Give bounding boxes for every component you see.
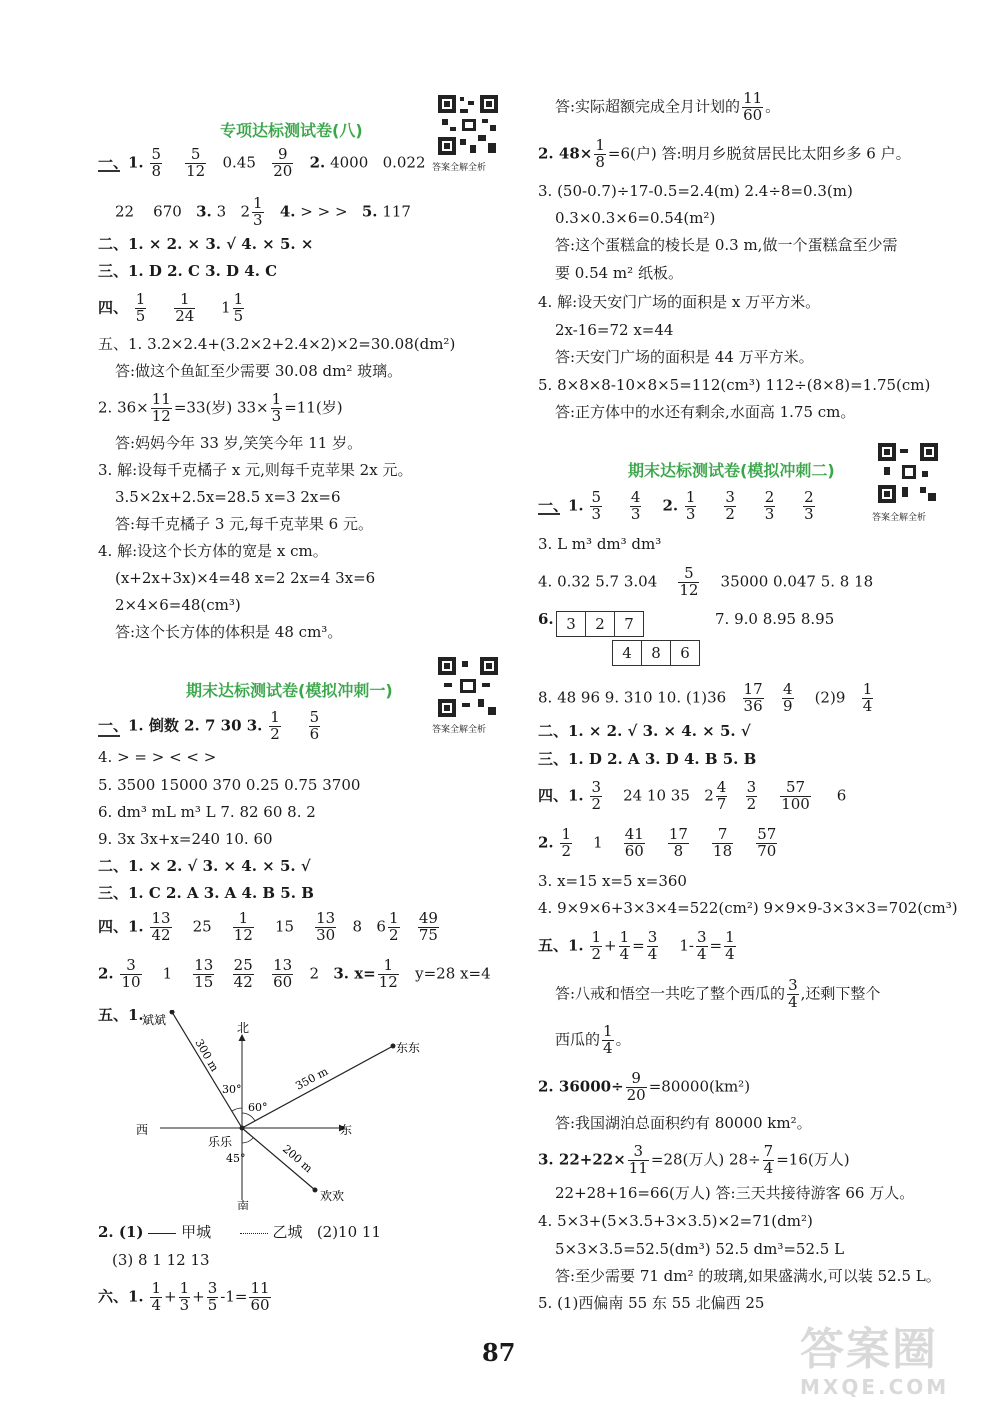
sec8-line-1: 一、1. $\frac{5}{8}$ $\frac{5}{12}$ 0.45 $\frac{9}{20}$ 2. 4000 0.022 <box>98 145 426 180</box>
m2-line-4-label: 6. <box>538 610 554 628</box>
m2-line-3: 4. 0.32 5.7 3.04 $\frac{5}{12}$ 35000 0.047 5. 8 18 <box>538 564 874 599</box>
line-to-nw <box>172 1012 242 1128</box>
cube-net-top-row <box>556 611 644 637</box>
m2-line-5: 8. 48 96 9. 310 10. (1)36 $\frac{17}{36}$ $\frac{4}{9}$ (2)9 $\frac{1}{4}$ <box>538 680 873 715</box>
m2-line-11: 4. 9×9×6+3×3×4=522(cm²) 9×9×9-3×3×3=702(cm³) <box>538 899 958 917</box>
qr-code-icon <box>438 657 498 717</box>
sec8-line-10: 3. 解:设每千克橘子 x 元,则每千克苹果 2x 元。 <box>98 461 413 479</box>
m2-line-16: 答:我国湖泊总面积约有 80000 km²。 <box>555 1114 812 1132</box>
net-cell: 7 <box>615 611 644 637</box>
label-center: 乐乐 <box>208 1135 233 1149</box>
underline-mark <box>98 170 120 172</box>
m1-line-9: 2. $\frac{3}{10}$ 1 $\frac{13}{15}$ $\frac{25}{42}$ $\frac{13}{60}$ 2 3. x= $\frac{1}{12}$ y=28 x=4 <box>98 956 491 991</box>
underline-mark <box>98 735 120 737</box>
m1-line-7: 三、1. C 2. A 3. A 4. B 5. B <box>98 884 314 902</box>
m2-line-17: 3. 22+22× $\frac{3}{11}$ =28(万人) 28÷ $\frac{7}{4}$ =16(万人) <box>538 1142 850 1177</box>
r-line-11: 答:正方体中的水还有剩余,水面高 1.75 cm。 <box>555 403 856 421</box>
r-line-3: 3. (50-0.7)÷17-0.5=2.4(m) 2.4÷8=0.3(m) <box>538 182 853 200</box>
qr-caption: 答案全解全析 <box>872 513 927 523</box>
r-line-1: 答:实际超额完成全月计划的 $\frac{11}{60}$ 。 <box>555 89 781 124</box>
label-west: 西 <box>136 1123 149 1137</box>
sec8-line-7: 答:做这个鱼缸至少需要 30.08 dm² 玻璃。 <box>115 362 403 380</box>
sec8-line-11: 3.5×2x+2.5x=28.5 x=3 2x=6 <box>115 488 341 506</box>
solid-line-legend <box>148 1233 176 1234</box>
sec8-line-6: 五、1. 3.2×2.4+(3.2×2+2.4×2)×2=30.08(dm²) <box>98 335 456 353</box>
label-ne: 东东 <box>396 1041 421 1055</box>
sec8-line-5: 四、 $\frac{1}{5}$ $\frac{1}{24}$ 1 $\frac{1}{5}$ <box>98 290 244 325</box>
r-line-7: 4. 解:设天安门广场的面积是 x 万平方米。 <box>538 293 821 311</box>
section-title-final-2: 期末达标测试卷(模拟冲刺二) <box>628 461 835 480</box>
net-cell: 4 <box>612 640 642 666</box>
page-number: 87 <box>482 1338 516 1367</box>
point-se <box>313 1188 318 1193</box>
sec8-line-14: (x+2x+3x)×4=48 x=2 2x=4 3x=6 <box>115 569 376 587</box>
r-line-4: 0.3×0.3×6=0.54(m²) <box>555 209 716 227</box>
m2-line-19: 4. 5×3+(5×3.5+3×3.5)×2=71(dm²) <box>538 1212 813 1230</box>
m1-line-8: 四、1. $\frac{13}{42}$ 25 $\frac{1}{12}$ 15 $\frac{13}{30}$ 8 6 $\frac{1}{2}$ $\frac{49}{75}$ <box>98 909 438 944</box>
m1-line-10: 五、1. <box>98 1006 144 1024</box>
sec8-line-9: 答:妈妈今年 33 岁,笑笑今年 11 岁。 <box>115 434 363 452</box>
sec8-line-8: 2. 36× $\frac{11}{12}$ =33(岁) 33× $\frac{1}{3}$ =11(岁) <box>98 390 343 425</box>
label-nw: 斌斌 <box>142 1013 167 1027</box>
m2-line-14: 西瓜的 $\frac{1}{4}$ 。 <box>555 1022 631 1057</box>
angle-45: 45° <box>226 1152 246 1165</box>
point-center <box>240 1126 245 1131</box>
m1-line-12: (3) 8 1 12 13 <box>112 1251 210 1269</box>
section-title-final-1: 期末达标测试卷(模拟冲刺一) <box>186 681 393 700</box>
r-line-9: 答:天安门广场的面积是 44 万平方米。 <box>555 348 814 366</box>
m2-line-1: 一、1. $\frac{5}{3}$ $\frac{4}{3}$ 2. $\frac{1}{3}$ $\frac{3}{2}$ $\frac{2}{3}$ $\frac{2}{3}$ <box>538 488 814 523</box>
r-line-8: 2x-16=72 x=44 <box>555 321 674 339</box>
sec8-line-3: 二、1. × 2. × 3. √ 4. × 5. × <box>98 235 314 253</box>
qr-code-icon <box>438 95 498 155</box>
label-se: 欢欢 <box>320 1189 345 1203</box>
m1-line-3: 5. 3500 15000 370 0.25 0.75 3700 <box>98 776 361 794</box>
net-cell: 6 <box>671 640 700 666</box>
sec8-line-16: 答:这个长方体的体积是 48 cm³。 <box>115 623 343 641</box>
m2-line-9: 2. $\frac{1}{2}$ 1 $\frac{41}{60}$ $\frac{17}{8}$ $\frac{7}{18}$ $\frac{57}{70}$ <box>538 825 777 860</box>
m2-line-20: 5×3×3.5=52.5(dm³) 52.5 dm³=52.5 L <box>555 1240 845 1258</box>
direction-diagram <box>120 1010 440 1210</box>
qr-code-icon <box>878 443 938 503</box>
r-line-10: 5. 8×8×8-10×8×5=112(cm³) 112÷(8×8)=1.75(cm) <box>538 376 931 394</box>
dist-nw: 300 m <box>192 1037 222 1074</box>
r-line-6: 要 0.54 m² 纸板。 <box>555 264 683 282</box>
net-cell: 8 <box>642 640 671 666</box>
angle-30: 30° <box>222 1083 242 1096</box>
net-cell: 3 <box>556 611 586 637</box>
watermark-logo: 答案圈 MXQE.COM <box>800 1324 950 1399</box>
r-line-5: 答:这个蛋糕盒的棱长是 0.3 m,做一个蛋糕盒至少需 <box>555 236 898 254</box>
qr-caption: 答案全解全析 <box>432 163 487 173</box>
line-to-ne <box>242 1046 393 1128</box>
m2-line-15: 2. 36000÷ $\frac{9}{20}$ =80000(km²) <box>538 1069 751 1104</box>
m1-line-13: 六、1. $\frac{1}{4}$ + $\frac{1}{3}$ + $\frac{3}{5}$ -1= $\frac{11}{60}$ <box>98 1279 270 1314</box>
m2-line-13: 答:八戒和悟空一共吃了整个西瓜的 $\frac{3}{4}$ ,还剩下整个 <box>555 976 881 1011</box>
dist-ne: 350 m <box>293 1064 331 1093</box>
sec8-line-12: 答:每千克橘子 3 元,每千克苹果 6 元。 <box>115 515 373 533</box>
m2-line-8: 四、1. $\frac{3}{2}$ 24 10 35 2 $\frac{4}{7}$ $\frac{3}{2}$ $\frac{57}{100}$ 6 <box>538 778 847 813</box>
section-title-special-8: 专项达标测试卷(八) <box>220 121 363 140</box>
sec8-line-13: 4. 解:设这个长方体的宽是 x cm。 <box>98 542 328 560</box>
m1-line-1: 一、1. 倒数 2. 7 30 3. $\frac{1}{2}$ $\frac{5}{6}$ <box>98 708 320 743</box>
m1-line-5: 9. 3x 3x+x=240 10. 60 <box>98 830 273 848</box>
m1-line-4: 6. dm³ mL m³ L 7. 82 60 8. 2 <box>98 803 316 821</box>
point-ne <box>391 1044 396 1049</box>
m1-line-11: 2. (1) 甲城 乙城 (2)10 11 <box>98 1223 382 1241</box>
m2-line-7: 三、1. D 2. A 3. D 4. B 5. B <box>538 750 757 768</box>
sec8-line-4: 三、1. D 2. C 3. D 4. C <box>98 262 278 280</box>
cube-net-bottom-row <box>612 640 700 666</box>
label-south: 南 <box>237 1199 250 1210</box>
m2-line-18: 22+28+16=66(万人) 答:三天共接待游客 66 万人。 <box>555 1184 915 1202</box>
label-east: 东 <box>340 1123 353 1137</box>
m1-line-6: 二、1. × 2. √ 3. × 4. × 5. √ <box>98 857 311 875</box>
underline-mark <box>538 513 560 515</box>
m1-line-2: 4. > = > < < > <box>98 748 217 766</box>
m2-line-22: 5. (1)西偏南 55 东 55 北偏西 25 <box>538 1294 765 1312</box>
m2-line-2: 3. L m³ dm³ dm³ <box>538 535 662 553</box>
net-cell: 2 <box>586 611 615 637</box>
dist-se: 200 m <box>280 1142 315 1176</box>
label-north: 北 <box>237 1021 250 1035</box>
qr-caption: 答案全解全析 <box>432 725 487 735</box>
m2-line-10: 3. x=15 x=5 x=360 <box>538 872 687 890</box>
r-line-2: 2. 48× $\frac{1}{8}$ =6(户) 答:明月乡脱贫居民比太阳乡多 6 户。 <box>538 136 911 171</box>
angle-60: 60° <box>248 1101 268 1114</box>
m2-line-12: 五、1. $\frac{1}{2}$ + $\frac{1}{4}$ = $\frac{3}{4}$ 1- $\frac{3}{4}$ = $\frac{1}{4}$ <box>538 928 735 963</box>
sec8-line-2: 22 670 3. 3 2 $\frac{1}{3}$ 4. > > > 5. 117 <box>115 194 411 229</box>
m2-line-4-rest: 7. 9.0 8.95 8.95 <box>715 610 835 628</box>
dotted-line-legend <box>240 1233 268 1234</box>
m2-line-6: 二、1. × 2. √ 3. × 4. × 5. √ <box>538 722 751 740</box>
m2-line-21: 答:至少需要 71 dm² 的玻璃,如果盛满水,可以装 52.5 L。 <box>555 1267 941 1285</box>
sec8-line-15: 2×4×6=48(cm³) <box>115 596 241 614</box>
